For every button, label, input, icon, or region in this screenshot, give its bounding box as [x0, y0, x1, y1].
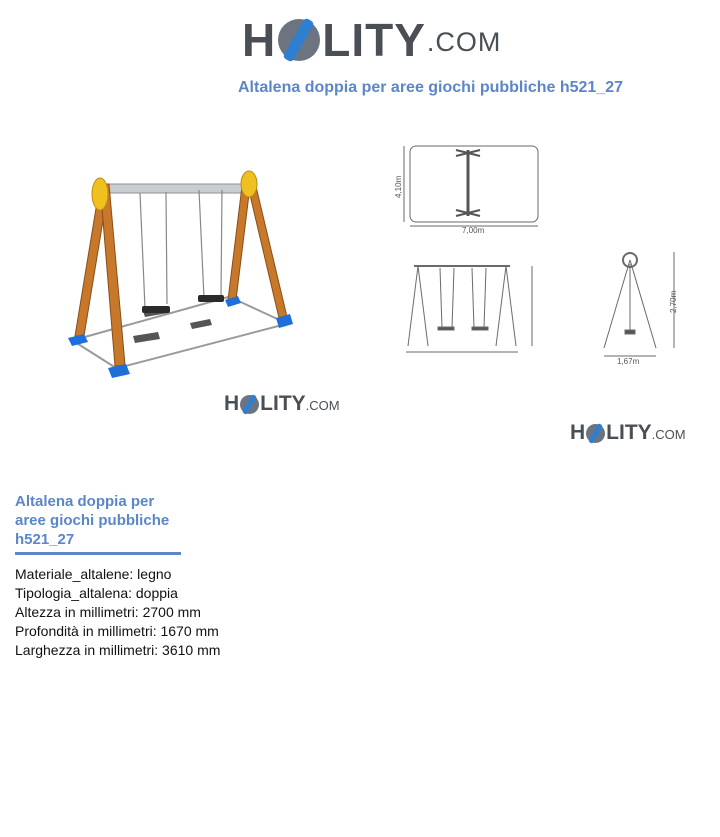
top-crossbar — [104, 184, 250, 193]
holity-logo-top[interactable] — [242, 14, 501, 66]
side-view-depth-label: 1,67m — [617, 357, 640, 366]
spec-height: Altezza in millimetri: 2700 mm — [15, 604, 201, 620]
side-view-drawing — [604, 252, 674, 356]
product-card-title — [15, 492, 195, 549]
front-view-drawing — [406, 266, 532, 352]
end-panel-right — [241, 171, 257, 197]
logo-domain: .COM — [426, 27, 502, 57]
card-title-line: h521_27 — [15, 531, 75, 548]
spec-material: Materiale_altalene: legno — [15, 566, 172, 582]
ground-lines — [74, 296, 286, 368]
blue-feet — [68, 296, 293, 378]
logo-letter-h: H — [224, 392, 240, 415]
spec-depth: Profondità in millimetri: 1670 mm — [15, 623, 219, 639]
technical-drawings — [392, 138, 704, 374]
logo-o-icon — [240, 395, 259, 414]
card-title-line: Altalena doppia per — [15, 493, 155, 510]
logo-letter-h: H — [242, 14, 277, 66]
logo-letters: LITY — [606, 421, 652, 444]
logo-domain: .COM — [651, 427, 686, 442]
top-view-depth-label: 4,10m — [394, 175, 403, 198]
spec-type: Tipologia_altalena: doppia — [15, 585, 178, 601]
end-panel-left — [92, 178, 108, 210]
title-divider — [15, 552, 181, 555]
top-view-width-label: 7,00m — [462, 226, 485, 235]
side-view-height-label: 2,70m — [669, 290, 678, 313]
page-title: Altalena doppia per aree giochi pubbliche h521_27 — [238, 79, 623, 96]
logo-letters: LITY — [260, 392, 306, 415]
swing-chains — [140, 190, 222, 308]
card-title-line: aree giochi pubbliche — [15, 512, 170, 529]
spec-list — [15, 565, 220, 660]
spec-width: Larghezza in millimetri: 3610 mm — [15, 642, 221, 658]
top-view-drawing — [404, 146, 538, 226]
logo-letter-h: H — [570, 421, 586, 444]
logo-letters: LITY — [322, 14, 426, 66]
holity-logo-drawings — [570, 421, 686, 445]
swing-seat-right — [198, 295, 224, 302]
swing-seat-left — [142, 306, 170, 313]
logo-o-icon — [586, 424, 605, 443]
wooden-legs — [75, 178, 287, 366]
logo-domain: .COM — [305, 398, 340, 413]
swing-product-image — [0, 110, 362, 440]
logo-o-icon — [278, 19, 320, 61]
holity-logo-watermark — [224, 392, 340, 416]
